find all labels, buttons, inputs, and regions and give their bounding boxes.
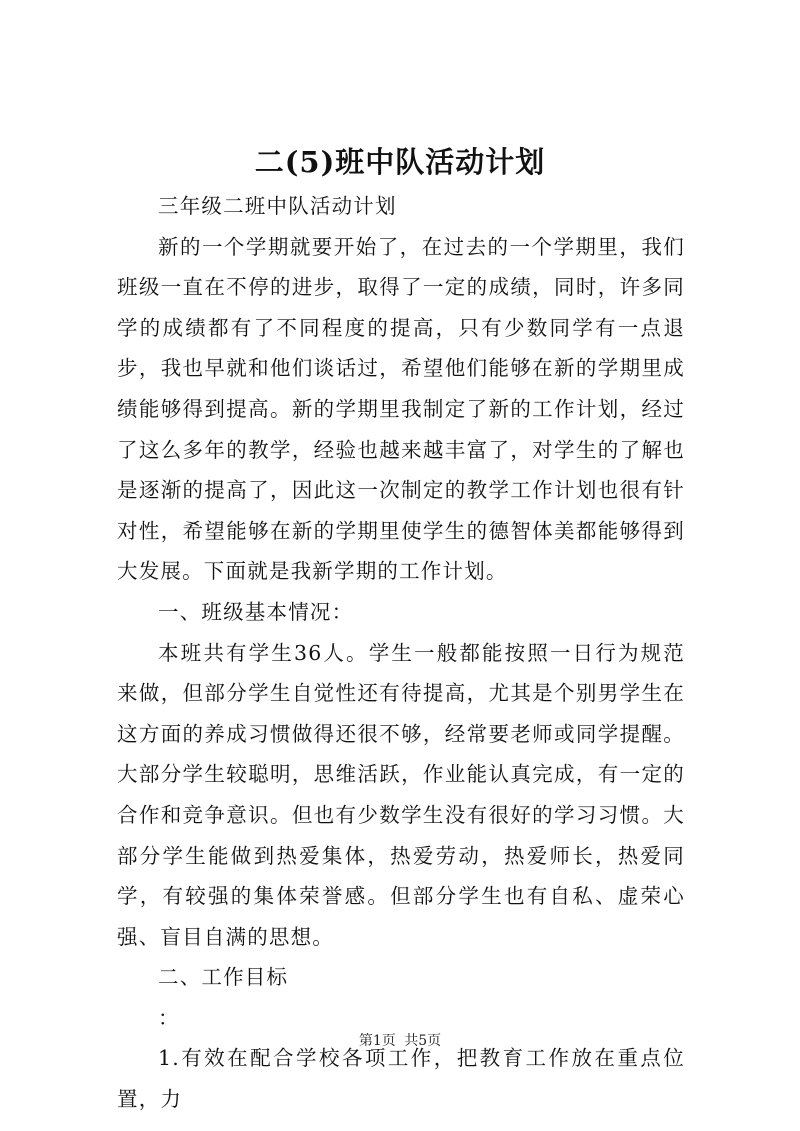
page-total: 共5页 xyxy=(404,1033,442,1049)
goal-item-1: 1.有效在配合学校各项工作，把教育工作放在重点位置，力 xyxy=(117,1046,685,1112)
page-footer xyxy=(0,1031,800,1051)
intro-paragraph: 新的一个学期就要开始了，在过去的一个学期里，我们班级一直在不停的进步，取得了一定的成绩，同时，许多同学的成绩都有了不同程度的提高，只有少数同学有一点退步，我也早就和他们谈话过，希望他们能够在新的学期里成绩能够得到提高。新的学期里我制定了新的工作计划，经过了这么多年的教学，经验也越来越丰富了，对学生的了解也是逐渐的提高了，因此这一次制定的教学工作计划也很有针对性，希望能够在新的学期里使学生的德智体美都能够得到大发展。下面就是我新学期的工作计划。 xyxy=(117,234,685,584)
document-body xyxy=(117,186,685,1120)
class-situation-paragraph: 本班共有学生36人。学生一般都能按照一日行为规范来做，但部分学生自觉性还有待提高，尤其是个别男学生在这方面的养成习惯做得还很不够，经常要老师或同学提醒。大部分学生较聪明，思维活跃，作业能认真完成，有一定的合作和竞争意识。但也有少数学生没有很好的学习习惯。大部分学生能做到热爱集体，热爱劳动，热爱师长，热爱同学，有较强的集体荣誉感。但部分学生也有自私、虚荣心强、盲目自满的思想。 xyxy=(117,640,685,949)
document-title: 二(5)班中队活动计划 xyxy=(254,145,546,179)
colon-line: ： xyxy=(158,1005,180,1030)
section-heading-class-situation: 一、班级基本情况： xyxy=(158,599,354,624)
page-number: 第1页 xyxy=(358,1033,396,1049)
section-heading-work-goals: 二、工作目标 xyxy=(158,965,289,990)
subtitle-paragraph: 三年级二班中队活动计划 xyxy=(158,194,397,218)
